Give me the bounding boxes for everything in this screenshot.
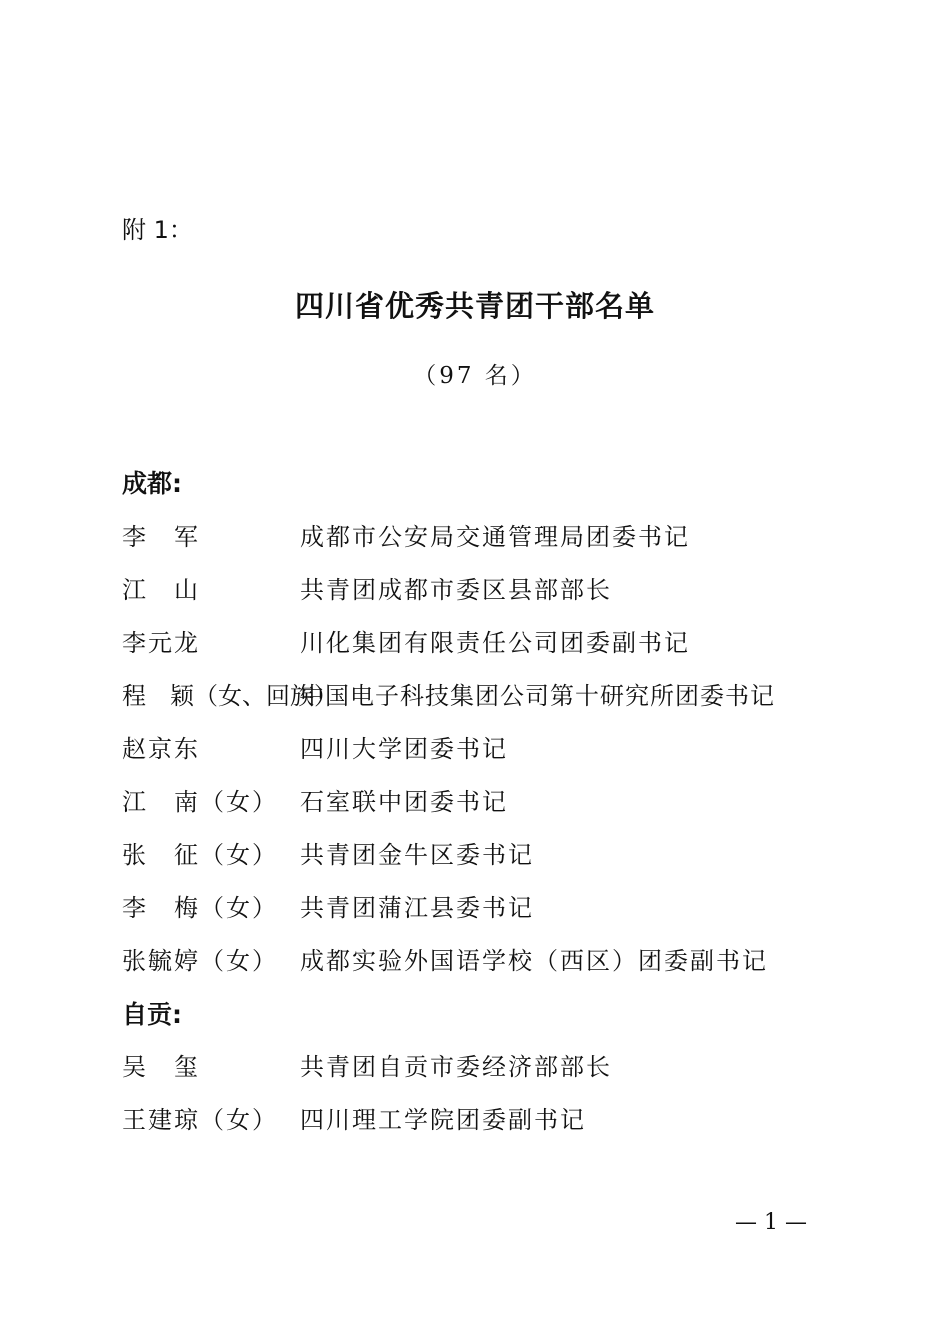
entry-name: 张 征（女） [122,841,278,869]
entry-name: 李 军 [122,523,200,551]
list-item [122,623,862,663]
entry-role: 共青团成都市委区县部部长 [300,576,612,604]
entry-role: 四川理工学院团委副书记 [300,1106,586,1134]
list-item [122,941,862,981]
entry-role: 共青团蒲江县委书记 [300,894,534,922]
entry-name: 李 梅（女） [122,894,278,922]
entry-role: 成都实验外国语学校（西区）团委副书记 [300,947,768,975]
entry-name: 李元龙 [122,629,200,657]
entry-name: 吴 玺 [122,1053,200,1081]
list-item [122,1100,862,1140]
entry-name: 江 山 [122,576,200,604]
list-item [122,835,862,875]
entry-role: 中国电子科技集团公司第十研究所团委书记 [300,682,775,710]
page-number: — 1 — [735,1210,807,1235]
entry-name: 王建琼（女） [122,1106,278,1134]
page-title: 四川省优秀共青团干部名单 [294,289,655,323]
entry-role: 共青团自贡市委经济部部长 [300,1053,612,1081]
entry-name: 江 南（女） [122,788,278,816]
list-item [122,782,862,822]
entry-name: 张毓婷（女） [122,947,278,975]
attachment-label: 附 1： [122,216,193,244]
count-note: （97 名） [413,363,537,389]
entry-role: 石室联中团委书记 [300,788,508,816]
section-heading-chengdu: 成都: [122,469,182,498]
section-heading-zigong: 自贡: [122,1000,182,1029]
list-item [122,570,862,610]
entry-name: 赵京东 [122,735,200,763]
list-item [122,1047,862,1087]
entry-role: 川化集团有限责任公司团委副书记 [300,629,690,657]
entry-role: 四川大学团委书记 [300,735,508,763]
entry-name: 程 颖（女、回族） [122,682,338,710]
list-item [122,729,862,769]
list-item [122,888,862,928]
entry-role: 成都市公安局交通管理局团委书记 [300,523,690,551]
list-item [122,517,862,557]
list-item [122,676,862,716]
entry-role: 共青团金牛区委书记 [300,841,534,869]
